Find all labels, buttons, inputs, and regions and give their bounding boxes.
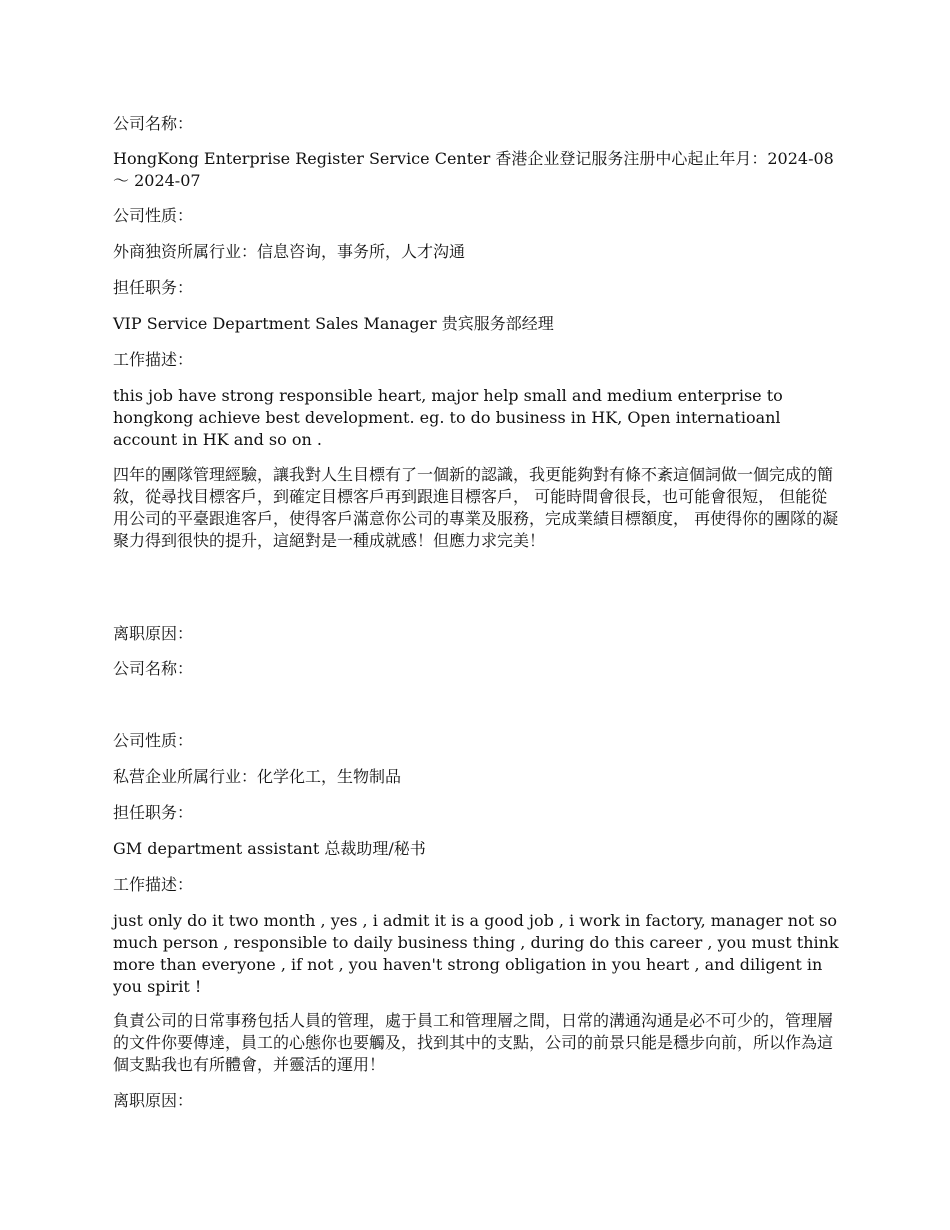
job2-description-english: just only do it two month , yes , i admit it is a good job , i work in factory, manager not so much person , responsible to daily business thing , during do this career , you must think more than everyone , if not , you haven't strong obligation in you heart , and diligent in you spirit ! xyxy=(113,911,839,996)
job1-nature-label: 公司性质： xyxy=(113,206,194,225)
job1-company-value: HongKong Enterprise Register Service Center 香港企业登记服务注册中心起止年月：2024-08 ～ 2024-07 xyxy=(113,149,834,190)
job2-nature-label: 公司性质： xyxy=(113,731,194,750)
job1-position-label: 担任职务： xyxy=(113,278,194,297)
job1-position-value: VIP Service Department Sales Manager 贵宾服务部经理 xyxy=(113,314,554,333)
job1-description-label: 工作描述： xyxy=(113,350,194,369)
job2-position-label: 担任职务： xyxy=(113,803,194,822)
job2-leave-reason-label: 离职原因： xyxy=(113,1091,194,1110)
job2-position-value: GM department assistant 总裁助理/秘书 xyxy=(113,839,426,858)
job2-company-label: 公司名称： xyxy=(113,659,194,678)
job2-description-label: 工作描述： xyxy=(113,875,194,894)
job1-description-english: this job have strong responsible heart, major help small and medium enterprise to hongkong achieve best development. eg. to do business in HK, Open internatioanl account in HK and so on . xyxy=(113,386,783,449)
job1-nature-value: 外商独资所属行业：信息咨询，事务所，人才沟通 xyxy=(113,242,466,261)
job1-company-label: 公司名称： xyxy=(113,114,194,133)
job2-description-chinese: 負責公司的日常事務包括人員的管理，處于員工和管理層之間，日常的溝通沟通是必不可少的，管理層的文件你要傳達，員工的心態你也要觸及，找到其中的支點，公司的前景只能是穩步向前，所以作為這個支點我也有所體會，并靈活的運用！ xyxy=(113,1011,834,1074)
job1-description-chinese: 四年的團隊管理經驗，讓我對人生目標有了一個新的認識，我更能夠對有條不紊這個詞做一個完成的簡敘，從尋找目標客戶，到確定目標客戶再到跟進目標客戶， 可能時間會很長，也可能會很短， 但能從用公司的平臺跟進客戶，使得客戶滿意你公司的專業及服務，完成業績目標額度， 再使得你的團隊的凝聚力得到很快的提升，這絕對是一種成就感！但應力求完美！ xyxy=(113,465,839,550)
job1-leave-reason-label: 离职原因： xyxy=(113,624,194,643)
job2-nature-value: 私营企业所属行业：化学化工，生物制品 xyxy=(113,767,402,786)
